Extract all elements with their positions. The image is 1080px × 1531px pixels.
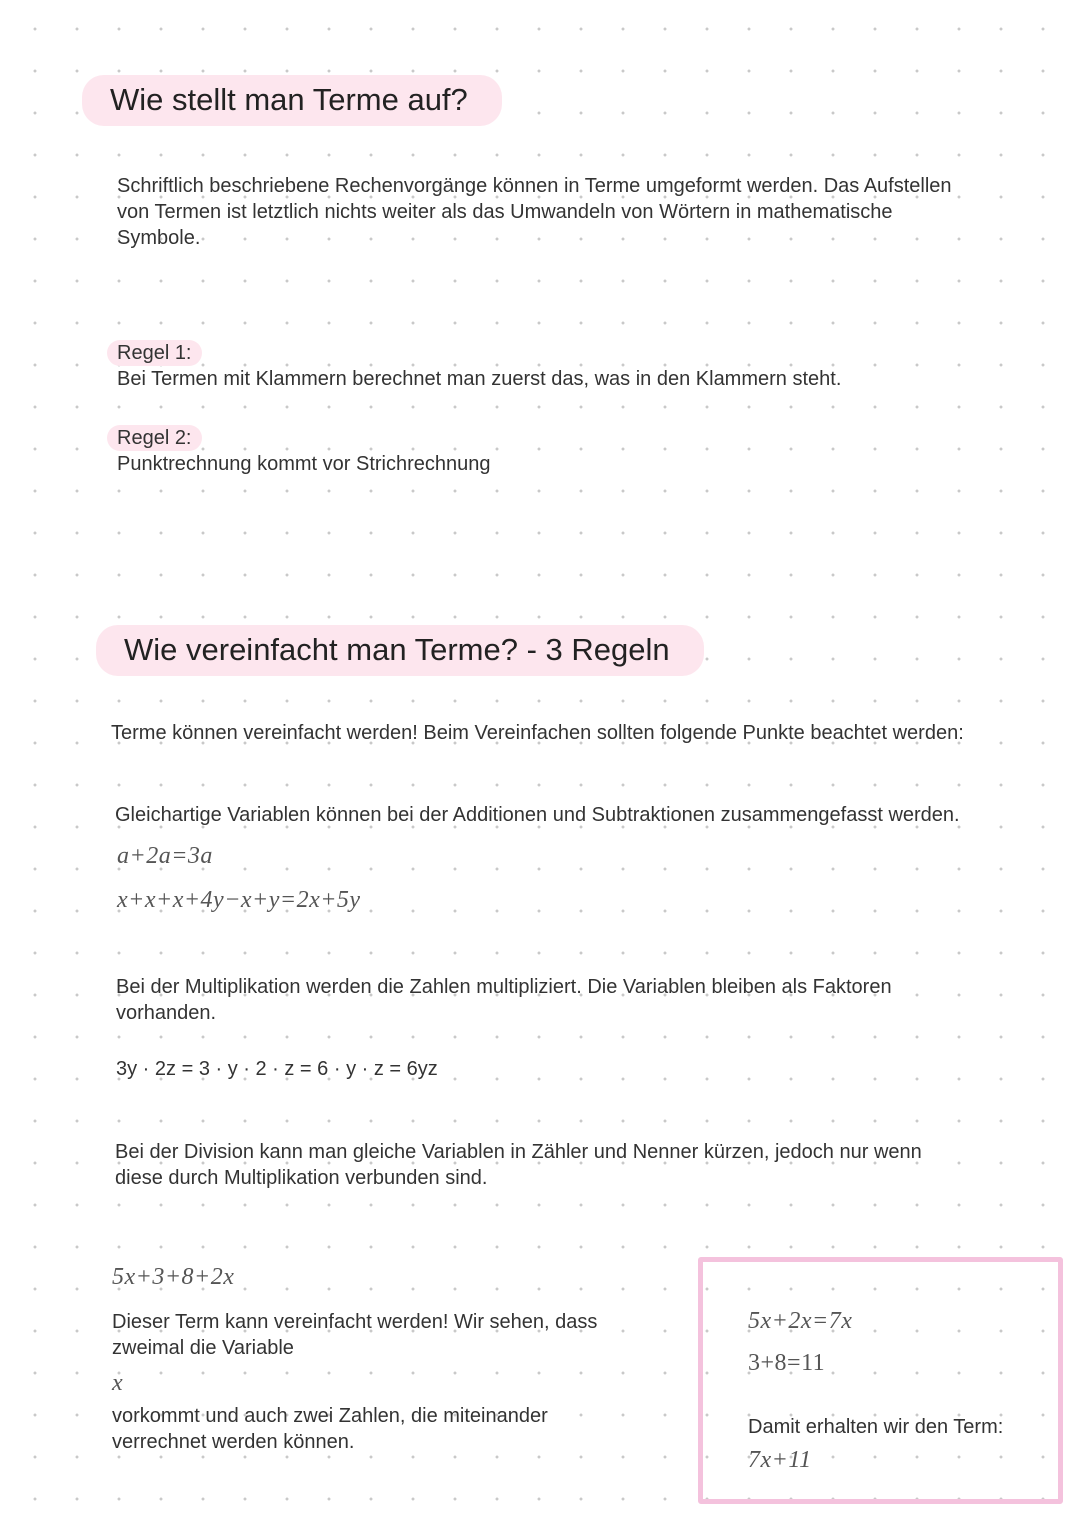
rule-2-text: Punktrechnung kommt vor Strichrechnung	[117, 453, 491, 475]
rule-1	[117, 340, 997, 392]
addition-rule-text: Gleichartige Variablen können bei der Additionen und Subtraktionen zusammengefasst werden.	[115, 804, 960, 826]
worked-example-term: 5x+3+8+2x	[112, 1264, 235, 1290]
addition-example-1: a+2a=3a	[117, 843, 213, 869]
result-term: 7x+11	[748, 1447, 812, 1473]
section1-intro: Schriftlich beschriebene Rechenvorgänge können in Terme umgeformt werden. Das Aufstellen von Termen ist letztlich nichts weiter als das Umwandeln von Wörtern in mathematische Symbole.	[117, 175, 952, 249]
rule-2	[117, 425, 997, 477]
multiplication-example: 3y · 2z = 3 · y · 2 · z = 6 · y · z = 6yz	[116, 1058, 438, 1080]
result-box	[698, 1257, 1063, 1504]
section2-heading: Wie vereinfacht man Terme? - 3 Regeln	[96, 625, 704, 676]
multiplication-rule-text: Bei der Multiplikation werden die Zahlen multipliziert. Die Variablen bleiben als Faktoren vorhanden.	[116, 976, 892, 1024]
worked-example-text-after: vorkommt und auch zwei Zahlen, die miteinander verrechnet werden können.	[112, 1405, 548, 1453]
rule-1-text: Bei Termen mit Klammern berechnet man zuerst das, was in den Klammern steht.	[117, 368, 842, 390]
section1-heading: Wie stellt man Terme auf?	[82, 75, 502, 126]
section2-intro: Terme können vereinfacht werden! Beim Vereinfachen sollten folgende Punkte beachtet werden:	[111, 722, 964, 744]
rule-2-label: Regel 2:	[107, 425, 202, 451]
addition-example-2: x+x+x+4y−x+y=2x+5y	[117, 887, 361, 913]
division-rule-text: Bei der Division kann man gleiche Variablen in Zähler und Nenner kürzen, jedoch nur wenn diese durch Multiplikation verbunden sind.	[115, 1141, 922, 1189]
result-line-1: 5x+2x=7x	[748, 1308, 853, 1334]
rule-1-label: Regel 1:	[107, 340, 202, 366]
worked-example-variable: x	[112, 1370, 124, 1396]
result-text: Damit erhalten wir den Term:	[748, 1416, 1004, 1438]
result-line-2: 3+8=11	[748, 1350, 826, 1376]
worked-example-text-before: Dieser Term kann vereinfacht werden! Wir sehen, dass zweimal die Variable	[112, 1311, 598, 1359]
